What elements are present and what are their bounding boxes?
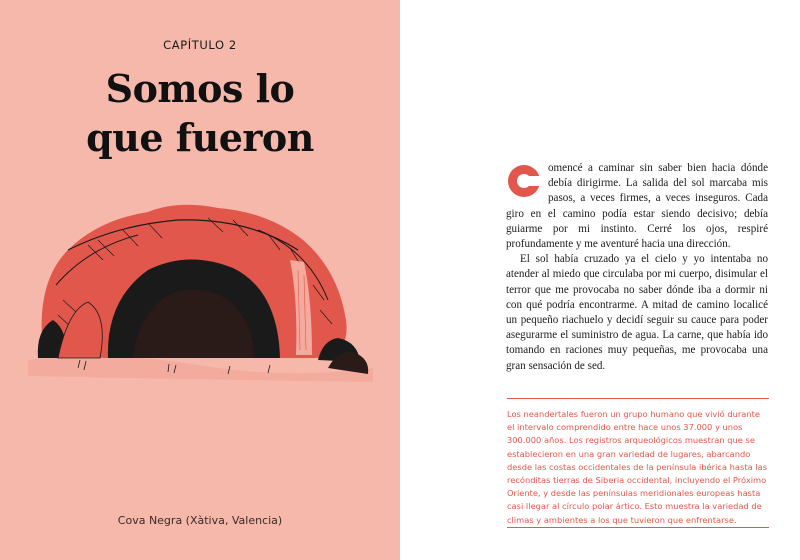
sidebar-bottom-rule (507, 527, 769, 528)
paragraph-1-text: omencé a caminar sin saber bien hacia dónde debía dirigirme. La salida del sol marcaba mis pasos, a veces firmes, a veces inseguros. Cada giro en el camino podía estar siendo decisivo; debía guiarme por mi instinto. Cerré los ojos, respiré profundamente y me aventuré hacia una dirección. (506, 162, 768, 251)
drop-cap-c (506, 163, 542, 199)
body-text (506, 161, 768, 373)
chapter-title-line-2: que fueron (86, 115, 314, 160)
paragraph-2: El sol había cruzado ya el cielo y yo intentaba no atender al miedo que circulaba por mi cuerpo, disimular el terror que me provocaba no saber dónde iba a dormir ni con qué podría encontrarme. A mitad de camino localicé un pequeño riachuelo y decidí seguir su cauce para poder asegurarme el suministro de agua. La carne, que había ido tomando en raciones muy pequeñas, me provocaba una gran sensación de sed. (506, 253, 768, 372)
chapter-title (0, 64, 400, 162)
chapter-label: CAPÍTULO 2 (163, 38, 237, 52)
paragraph-1 (506, 161, 768, 252)
chapter-title-line-1: Somos lo (105, 66, 295, 111)
sidebar-note: Los neandertales fueron un grupo humano que vivió durante el intervalo comprendido entre hace unos 37.000 y unos 300.000 años. Los registros arqueológicos muestran que se establecieron en una gran variedad de lugares, abarcando desde las costas occidentales de la península ibérica hasta las recónditas tierras de Siberia occidental, incluyendo el Próximo Oriente, y desde las penínsulas meridionales europeas hasta casi llegar al círculo polar ártico. Esto muestra la variedad de climas y ambientes a los que tuvieron que enfrentarse. (507, 409, 768, 525)
cave-illustration-icon (28, 190, 373, 395)
illustration-caption: Cova Negra (Xàtiva, Valencia) (117, 514, 283, 527)
sidebar-top-rule (507, 398, 769, 399)
